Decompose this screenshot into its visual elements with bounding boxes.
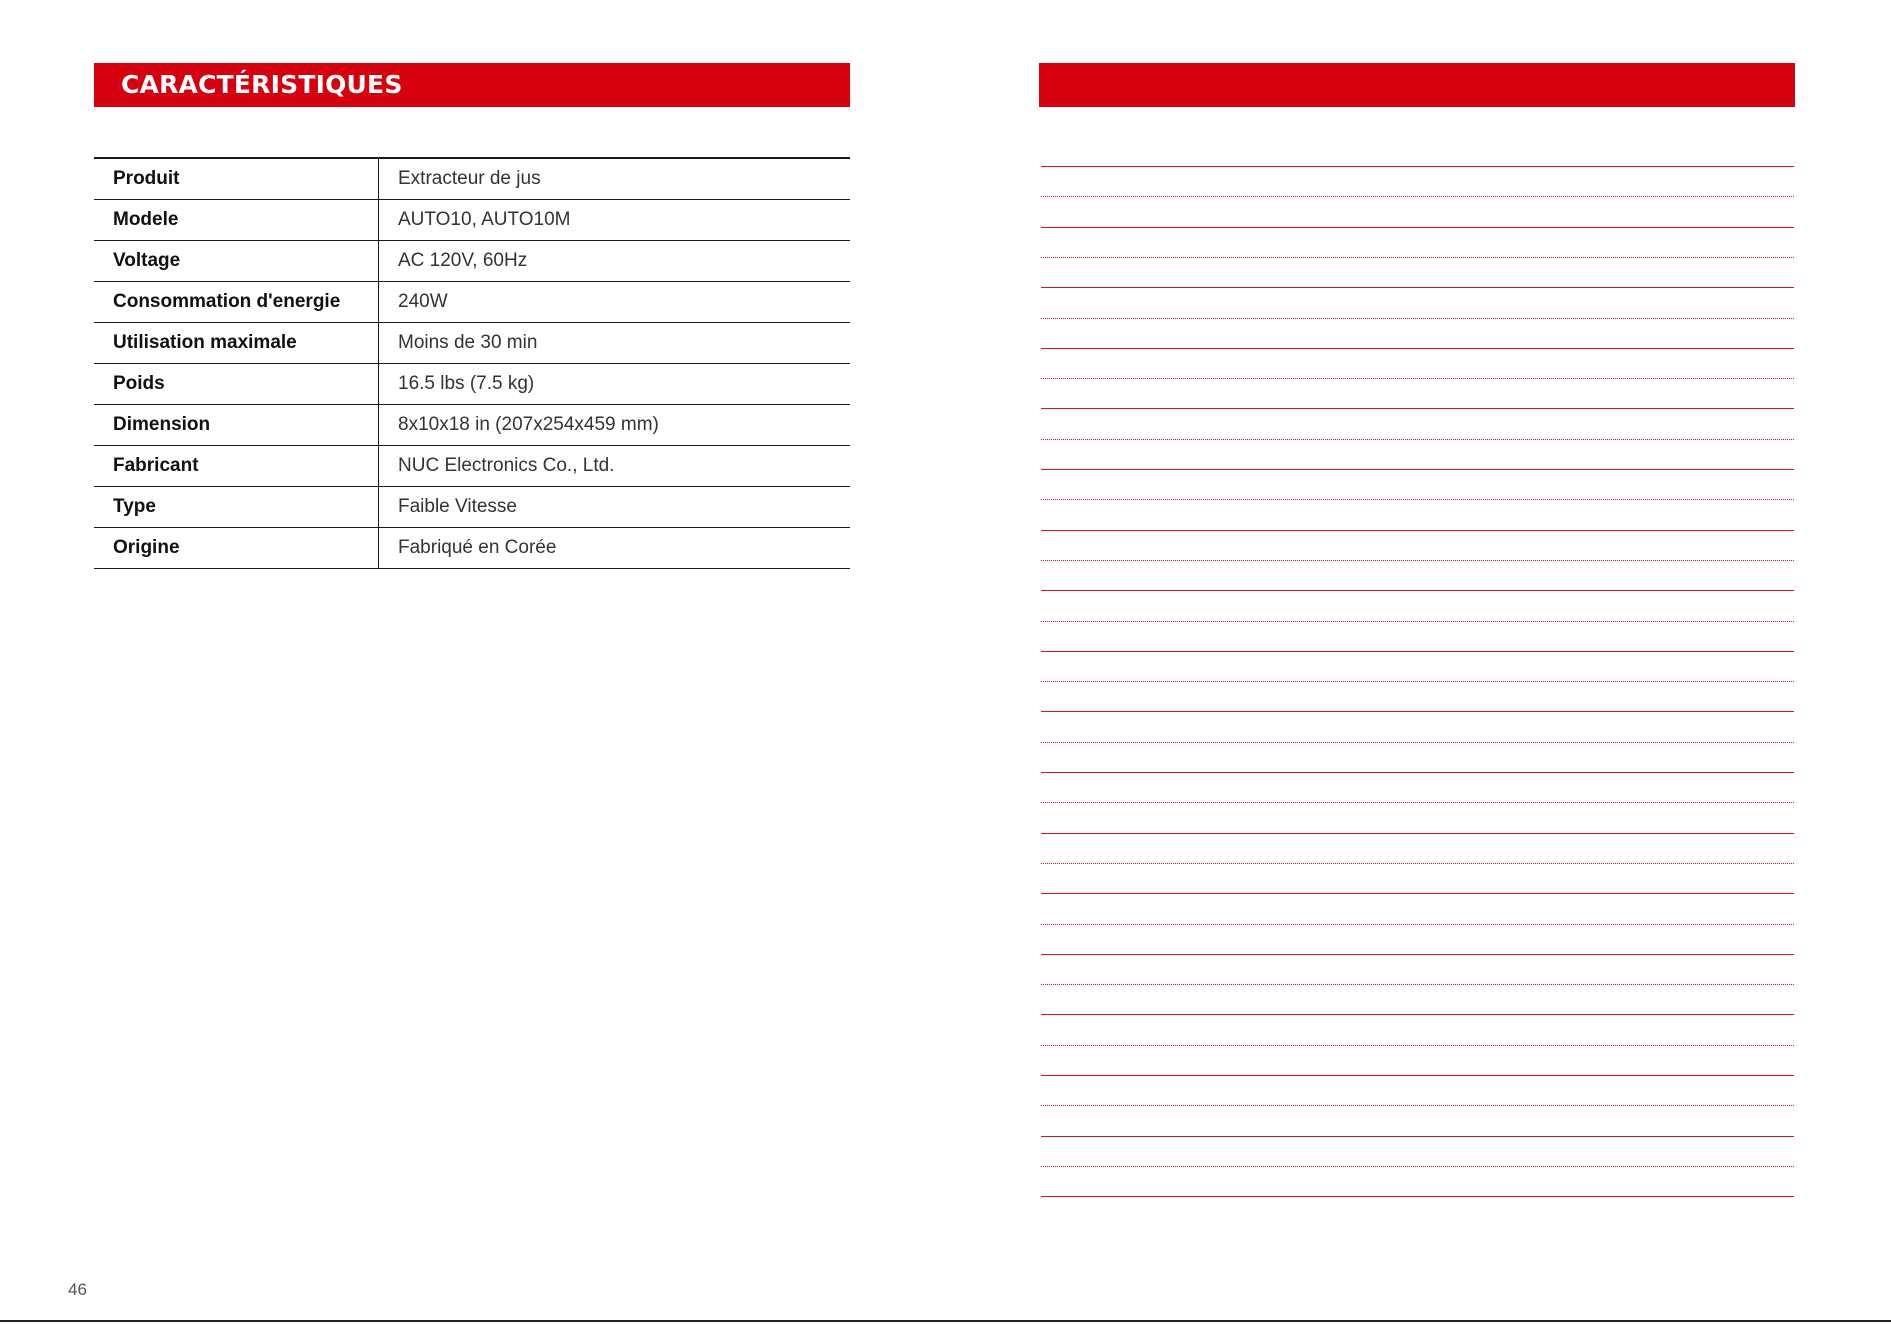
spec-label: Utilisation maximale (94, 323, 379, 364)
note-line-dotted (1041, 439, 1794, 440)
note-line-dotted (1041, 499, 1794, 500)
note-line-solid (1041, 348, 1794, 349)
note-line-dotted (1041, 318, 1794, 319)
spec-value: NUC Electronics Co., Ltd. (379, 446, 851, 487)
table-row (94, 241, 850, 282)
table-row (94, 528, 850, 569)
spec-value: 8x10x18 in (207x254x459 mm) (379, 405, 851, 446)
spec-value: 16.5 lbs (7.5 kg) (379, 364, 851, 405)
notes-lines (1041, 166, 1794, 1206)
note-line-solid (1041, 893, 1794, 894)
note-line-dotted (1041, 378, 1794, 379)
note-line-solid (1041, 530, 1794, 531)
table-row (94, 364, 850, 405)
note-line-solid (1041, 166, 1794, 167)
note-line-dotted (1041, 1105, 1794, 1106)
note-line-dotted (1041, 924, 1794, 925)
spec-table (94, 157, 850, 569)
right-header-bar (1039, 63, 1795, 107)
note-line-solid (1041, 1075, 1794, 1076)
spec-label: Dimension (94, 405, 379, 446)
spec-value: Extracteur de jus (379, 158, 851, 200)
note-line-solid (1041, 651, 1794, 652)
page-bottom-rule (0, 1320, 1891, 1322)
note-line-solid (1041, 408, 1794, 409)
note-line-dotted (1041, 681, 1794, 682)
note-line-solid (1041, 287, 1794, 288)
spec-value: AUTO10, AUTO10M (379, 200, 851, 241)
table-row (94, 446, 850, 487)
spec-value: Moins de 30 min (379, 323, 851, 364)
note-line-solid (1041, 954, 1794, 955)
spec-label: Type (94, 487, 379, 528)
spec-label: Origine (94, 528, 379, 569)
note-line-solid (1041, 469, 1794, 470)
spec-label: Voltage (94, 241, 379, 282)
note-line-dotted (1041, 257, 1794, 258)
table-row (94, 158, 850, 200)
note-line-dotted (1041, 560, 1794, 561)
left-header-bar (94, 63, 850, 107)
spec-value: AC 120V, 60Hz (379, 241, 851, 282)
note-line-solid (1041, 833, 1794, 834)
section-title: CARACTÉRISTIQUES (121, 70, 403, 99)
note-line-solid (1041, 1136, 1794, 1137)
spec-label: Poids (94, 364, 379, 405)
note-line-dotted (1041, 802, 1794, 803)
spec-label: Consommation d'energie (94, 282, 379, 323)
note-line-solid (1041, 227, 1794, 228)
note-line-solid (1041, 1014, 1794, 1015)
note-line-dotted (1041, 984, 1794, 985)
spec-value: Faible Vitesse (379, 487, 851, 528)
table-row (94, 405, 850, 446)
note-line-dotted (1041, 742, 1794, 743)
spec-label: Produit (94, 158, 379, 200)
note-line-dotted (1041, 1045, 1794, 1046)
table-row (94, 200, 850, 241)
table-row (94, 323, 850, 364)
note-line-solid (1041, 590, 1794, 591)
note-line-dotted (1041, 196, 1794, 197)
table-row (94, 487, 850, 528)
note-line-dotted (1041, 1166, 1794, 1167)
spec-label: Fabricant (94, 446, 379, 487)
spec-label: Modele (94, 200, 379, 241)
note-line-solid (1041, 711, 1794, 712)
page-number: 46 (68, 1280, 87, 1299)
note-line-dotted (1041, 863, 1794, 864)
table-row (94, 282, 850, 323)
note-line-solid (1041, 1196, 1794, 1197)
note-line-dotted (1041, 621, 1794, 622)
spec-value: Fabriqué en Corée (379, 528, 851, 569)
note-line-solid (1041, 772, 1794, 773)
spec-value: 240W (379, 282, 851, 323)
